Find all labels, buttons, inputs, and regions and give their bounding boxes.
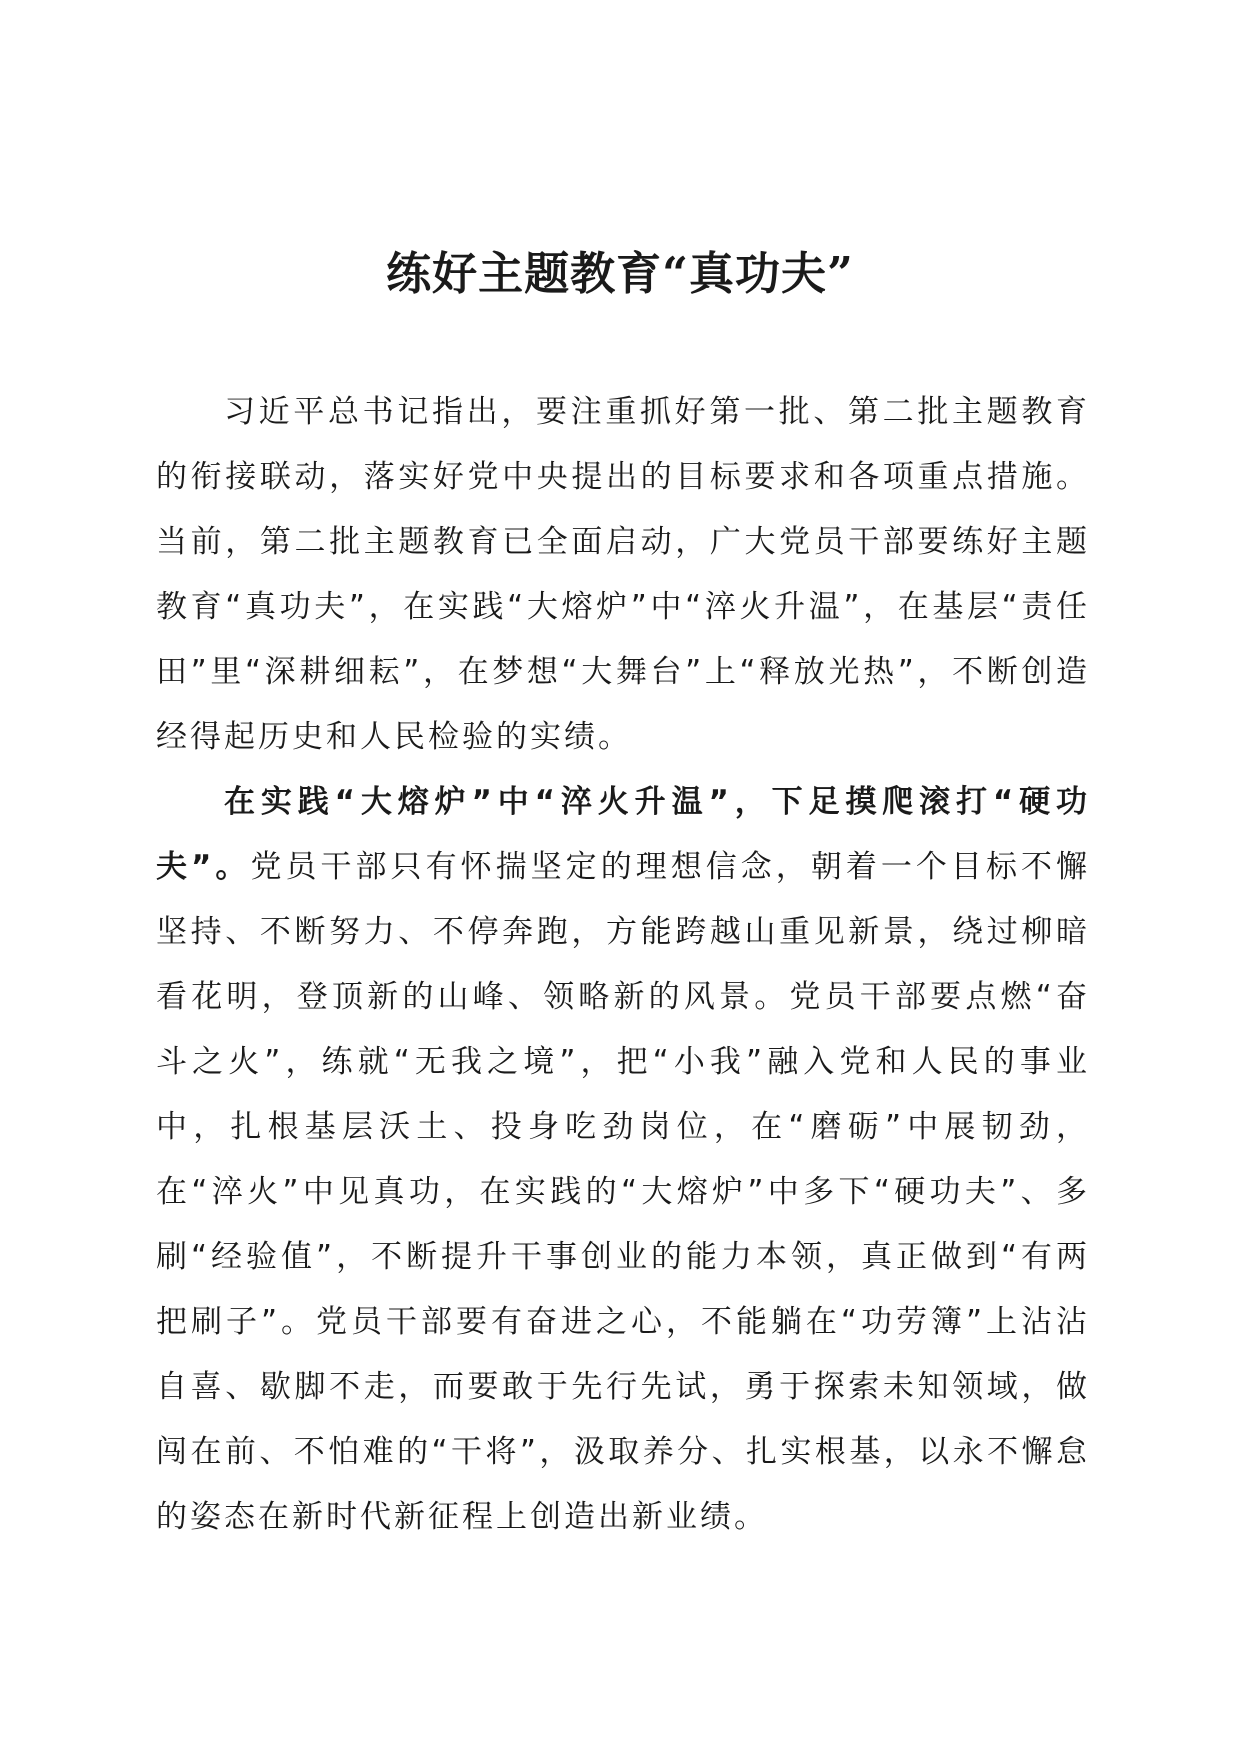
section-1-text: 党员干部只有怀揣坚定的理想信念，朝着一个目标不懈坚持、不断努力、不停奔跑，方能跨越山重见新景，绕过柳暗看花明，登顶新的山峰、领略新的风景。党员干部要点燃“奋斗之火”，练就“无我之境”，把“小我”融入党和人民的事业中，扎根基层沃土、投身吃劲岗位，在“磨砺”中展韧劲，在“淬火”中见真功，在实践的“大熔炉”中多下“硬功夫”、多刷“经验值”，不断提升干事创业的能力本领，真正做到“有两把刷子”。党员干部要有奋进之心，不能躺在“功劳簿”上沾沾自喜、歇脚不走，而要敢于先行先试，勇于探索未知领域，做闯在前、不怕难的“干将”，汲取养分、扎实根基，以永不懈怠的姿态在新时代新征程上创造出新业绩。 [156, 849, 1091, 1535]
paragraph-intro [156, 380, 1090, 770]
paragraph-section-1 [156, 770, 1090, 1550]
document-title: 练好主题教育“真功夫” [386, 247, 854, 300]
section-1-heading: 在实践“大熔炉”中“淬火升温”，下足摸爬滚打“硬功夫”。 [156, 784, 1090, 885]
document-body [156, 380, 1090, 1550]
paragraph-intro-text: 习近平总书记指出，要注重抓好第一批、第二批主题教育的衔接联动，落实好党中央提出的目标要求和各项重点措施。当前，第二批主题教育已全面启动，广大党员干部要练好主题教育“真功夫”，在实践“大熔炉”中“淬火升温”，在基层“责任田”里“深耕细耘”，在梦想“大舞台”上“释放光热”，不断创造经得起历史和人民检验的实绩。 [156, 394, 1090, 755]
